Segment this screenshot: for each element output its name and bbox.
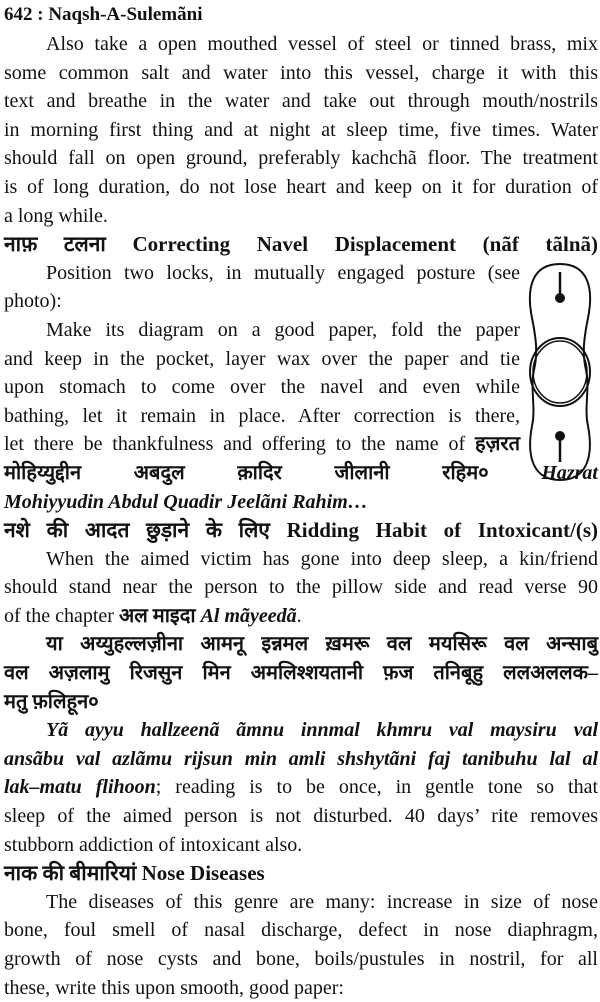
text-line (4, 202, 598, 231)
devanagari-text: मोहिय्युद्दीन अबदुल क़ादिर जीलानी रहिम० (4, 461, 542, 484)
section-intoxicant-and-nose (4, 459, 598, 1002)
text-line (4, 316, 520, 345)
text-line (4, 116, 598, 145)
devanagari-text: नाक की बीमारियां (4, 861, 142, 886)
navel-locks-diagram (522, 258, 598, 486)
page-number: 642 (4, 4, 33, 25)
text-segment: Make its diagram on a good paper, fold the paper (46, 318, 520, 341)
text-segment: Hazrat (541, 461, 598, 484)
text-segment: and keep in the pocket, layer wax over the paper and tie (4, 347, 520, 370)
text-line (4, 459, 598, 488)
text-segment: let there be thankfulness and offering to the name of (4, 433, 475, 456)
text-segment: lak–matu flihoon (4, 776, 156, 799)
text-line (4, 545, 598, 574)
text-line (4, 144, 598, 173)
text-line (4, 688, 598, 717)
text-line (4, 945, 598, 974)
text-segment: upon stomach to come over the navel and even while (4, 376, 520, 399)
devanagari-text: हज़रत (474, 433, 520, 456)
text-segment: sleep of the aimed person is not disturbed. 40 days’ rite removes (4, 805, 598, 828)
devanagari-text: अल माइदा (118, 604, 201, 627)
text-segment: should fall on open ground, preferably kachchã floor. The treatment (4, 147, 598, 170)
text-line (4, 602, 598, 631)
devanagari-text: नशे की आदत छुड़ाने के लिए (4, 518, 287, 543)
text-segment: stubborn addiction of intoxicant also. (4, 833, 303, 856)
text-segment: some common salt and water into this vessel, charge it with this (4, 61, 598, 84)
text-segment: is of long duration, do not lose heart and keep on it for duration of (4, 175, 598, 198)
book-page (4, 0, 598, 1002)
text-segment: Yã ayyu hallzeenã ãmnu innmal khmru val maysiru val (46, 719, 598, 742)
text-segment: Position two locks, in mutually engaged posture (see (46, 261, 520, 284)
text-line (4, 745, 598, 774)
text-line (4, 716, 598, 745)
center-ring (530, 338, 590, 406)
text-segment: Ridding Habit of Intoxicant/(s) (286, 518, 599, 543)
text-line (4, 831, 598, 860)
running-header (4, 0, 598, 30)
text-segment: ansãbu val azlãmu rijsun min amli shshytãni faj tanibuhu lal al (4, 747, 598, 770)
text-segment: ; reading is to be once, in gentle tone so that (155, 776, 599, 799)
text-segment: growth of nose cysts and bone, boils/pustules in nostril, for all (4, 948, 598, 970)
text-segment: in morning first thing and at night at sleep time, five times. Water (4, 118, 598, 141)
section-heading (4, 859, 598, 888)
text-segment: these, write this upon smooth, good paper: (4, 976, 344, 999)
text-line (4, 345, 520, 374)
header-separator: : (32, 4, 49, 25)
text-segment: of the chapter (4, 604, 119, 627)
text-line (4, 173, 598, 202)
text-line (4, 30, 598, 59)
text-segment: Nose Diseases (141, 861, 265, 886)
section-heading (4, 516, 598, 545)
devanagari-text: मतु फ़लिहून० (4, 690, 99, 713)
text-line (4, 402, 520, 431)
text-segment: should stand near the person to the pillow side and read verse 90 (4, 576, 598, 599)
text-line (4, 659, 598, 688)
devanagari-text: या अय्युहल्लज़ीना आमनू इन्नमल ख़मरू वल मयसिरू वल अन्साबु (46, 633, 598, 656)
text-line (4, 59, 598, 88)
text-segment: . (296, 604, 302, 627)
text-segment: When the aimed victim has gone into deep sleep, a kin/friend (46, 547, 598, 570)
text-segment: The diseases of this genre are many: increase in size of nose (46, 890, 598, 913)
text-segment: photo): (4, 290, 62, 313)
text-segment: bathing, let it remain in place. After correction is there, (4, 404, 520, 427)
text-line (4, 888, 598, 917)
section-navel-instructions (4, 259, 520, 459)
text-line (4, 974, 598, 1002)
text-line (4, 802, 598, 831)
text-segment: Mohiyyudin Abdul Quadir Jeelãni Rahim… (4, 490, 368, 513)
devanagari-text: वल अज़लामु रिजसुन मिन अमलिश्शयतानी फ़ज तनिबूहु ललअललक– (4, 662, 598, 685)
text-segment: Also take a open mouthed vessel of steel or tinned brass, mix (46, 33, 598, 55)
book-title: Naqsh-A-Sulemãni (48, 4, 203, 25)
text-line (4, 430, 520, 459)
text-segment: a long while. (4, 204, 108, 227)
text-line (4, 773, 598, 802)
text-line (4, 488, 598, 517)
text-segment: text and breathe in the water and take out through mouth/nostrils (4, 90, 598, 113)
text-line (4, 373, 520, 402)
text-line (4, 916, 598, 945)
text-line (4, 573, 598, 602)
text-line (4, 287, 520, 316)
text-segment: bone, foul smell of nasal discharge, defect in nose diaphragm, (4, 919, 598, 942)
devanagari-text: नाफ़ टलना (4, 232, 133, 257)
text-line (4, 87, 598, 116)
text-line (4, 630, 598, 659)
section-heading (4, 230, 598, 259)
section-salt-water-remedy (4, 30, 598, 259)
text-segment: Correcting Navel Displacement (nãf tãlnã) (132, 232, 598, 257)
text-line (4, 259, 520, 288)
text-segment: Al mãyeedã (200, 604, 297, 627)
top-dot (555, 293, 565, 303)
